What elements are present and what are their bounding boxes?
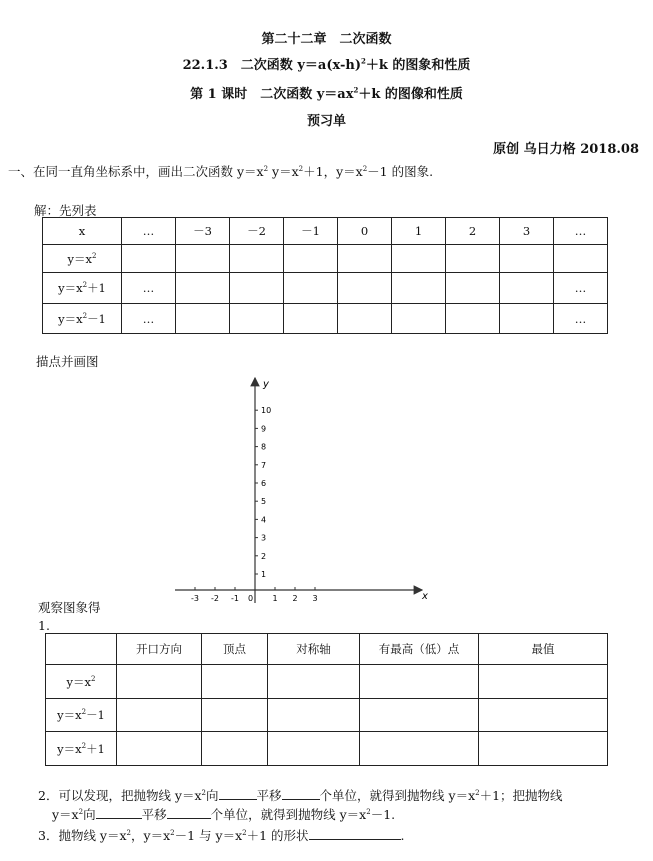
answer-cell[interactable] (479, 699, 608, 732)
value-cell (392, 245, 446, 273)
table-row (43, 304, 608, 334)
plot-intro: 描点并画图 (36, 354, 99, 369)
q2-text: 向 (206, 788, 219, 803)
header-cell: 顶点 (202, 634, 268, 665)
header-cell: x (43, 218, 122, 245)
answer-cell[interactable] (202, 699, 268, 732)
author-line: 原创 乌日力格 2018.08 (493, 142, 639, 157)
observe-intro: 观察图象得 (38, 600, 101, 615)
answer-cell[interactable] (268, 732, 360, 766)
label-b: －1 (86, 708, 105, 722)
label-a: y＝x (66, 674, 91, 689)
exponent: 2 (91, 674, 96, 683)
q3-text: ，y＝x (131, 828, 171, 843)
value-table (42, 217, 608, 334)
exponent: 2 (81, 741, 87, 750)
answer-cell[interactable] (360, 665, 479, 699)
value-cell (338, 304, 392, 334)
row-label (46, 732, 117, 766)
exponent: 2 (361, 56, 366, 66)
value-cell: … (554, 273, 608, 304)
value-cell (446, 273, 500, 304)
label-b: －1 (87, 311, 106, 326)
exponent: 2 (362, 164, 368, 173)
y-tick-label: 3 (261, 533, 267, 543)
answer-cell[interactable] (202, 732, 268, 766)
y-tick-label: 1 (261, 570, 267, 579)
q2-text: ＋1；把抛物线 (479, 788, 563, 803)
q1-part-d: －1 的图象. (367, 164, 434, 179)
question-1 (8, 162, 433, 180)
value-cell (230, 273, 284, 304)
row-label (46, 699, 117, 732)
value-cell (338, 245, 392, 273)
answer-cell[interactable] (268, 699, 360, 732)
header-cell: 3 (500, 218, 554, 245)
row-label (46, 665, 117, 699)
lesson-title (0, 83, 653, 102)
exponent: 2 (81, 708, 87, 717)
exponent: 2 (82, 281, 88, 290)
q2-text: 个单位，就得到抛物线 y＝x (210, 807, 367, 822)
answer-cell[interactable] (117, 699, 202, 732)
label-b: ＋1 (87, 281, 106, 295)
exponent: 2 (78, 807, 84, 816)
header-cell: … (554, 218, 608, 245)
sheet-title: 预习单 (306, 114, 346, 129)
value-cell (230, 304, 284, 334)
q3-text: －1 与 y＝x (174, 828, 243, 843)
answer-cell[interactable] (117, 732, 202, 766)
x-tick-label: 2 (292, 594, 298, 603)
y-tick-label: 7 (261, 460, 267, 470)
label-a: y＝x (58, 311, 83, 326)
q3-text: ＋1 的形状 (246, 828, 309, 843)
section-prefix: 22.1.3 二次函数 y＝a(x-h) (182, 58, 361, 73)
value-cell (500, 245, 554, 273)
header-cell: 有最高（低）点 (360, 634, 479, 665)
exponent: 2 (201, 788, 207, 797)
header-cell: 0 (338, 218, 392, 245)
label-a: y＝x (57, 741, 82, 756)
value-cell (446, 304, 500, 334)
answer-blank[interactable] (309, 827, 401, 840)
question-2-line-2 (52, 805, 395, 823)
table-row (46, 732, 608, 766)
q2-text: 平移 (256, 788, 282, 803)
label-b: ＋1 (86, 741, 105, 756)
row-label (43, 245, 122, 273)
y-tick-label: 10 (261, 406, 272, 416)
table-row (46, 699, 608, 732)
q2-text: 个单位，就得到抛物线 y＝x (319, 788, 476, 803)
value-cell: … (122, 304, 176, 334)
value-cell (338, 273, 392, 304)
answer-cell[interactable] (117, 665, 202, 699)
header-cell: … (122, 218, 176, 245)
q2-text: 2．可以发现，把抛物线 y＝x (38, 788, 202, 803)
q2-text: 向 (83, 807, 96, 822)
question-2-line-1 (38, 786, 563, 804)
row-label (43, 304, 122, 334)
value-cell (122, 245, 176, 273)
y-tick-label: 4 (261, 515, 267, 525)
exponent: 2 (242, 828, 247, 837)
answer-blank[interactable] (96, 806, 142, 819)
section-suffix: ＋k 的图象和性质 (365, 58, 471, 73)
exponent: 2 (366, 807, 371, 816)
y-tick-label: 6 (261, 479, 267, 488)
q1-part-c: ＋1，y＝x (303, 164, 363, 179)
answer-cell[interactable] (202, 665, 268, 699)
q1-part-b: y＝x (268, 164, 299, 179)
x-tick-label: -2 (211, 594, 219, 603)
answer-blank[interactable] (282, 787, 320, 800)
value-cell (392, 273, 446, 304)
x-tick-label: -3 (191, 594, 199, 603)
coordinate-axes (160, 368, 450, 608)
value-cell: … (122, 273, 176, 304)
value-cell (176, 304, 230, 334)
answer-blank[interactable] (167, 806, 211, 819)
section-title (0, 54, 653, 73)
x-axis-label: x (422, 591, 428, 602)
label-a: y＝x (58, 281, 83, 295)
exponent: 2 (92, 251, 97, 260)
table-row (46, 665, 608, 699)
value-cell: … (554, 304, 608, 334)
properties-table (45, 633, 608, 766)
q2-text: y＝x (52, 807, 79, 822)
value-cell (230, 245, 284, 273)
header-cell: 1 (392, 218, 446, 245)
origin-label: 0 (248, 594, 254, 603)
y-tick-label: 2 (261, 551, 267, 561)
q3-text: . (400, 828, 405, 843)
table-row (43, 245, 608, 273)
value-cell (284, 304, 338, 334)
exponent: 2 (263, 164, 269, 173)
y-tick-label: 8 (261, 442, 267, 452)
label-a: y＝x (67, 251, 92, 266)
q3-text: 3．抛物线 y＝x (38, 828, 127, 843)
header-cell: －1 (284, 218, 338, 245)
q1-part-a: 一、在同一直角坐标系中，画出二次函数 y＝x (8, 164, 264, 179)
value-cell (500, 273, 554, 304)
answer-blank[interactable] (219, 787, 257, 800)
value-cell (554, 245, 608, 273)
y-tick-label: 9 (261, 424, 267, 434)
header-cell (46, 634, 117, 665)
exponent: 2 (353, 85, 359, 95)
x-tick-label: -1 (231, 594, 239, 603)
value-cell (284, 273, 338, 304)
table-row (46, 634, 608, 665)
label-a: y＝x (57, 708, 82, 722)
lesson-prefix: 第 1 课时 二次函数 y＝ax (190, 87, 354, 102)
x-tick-label: 1 (272, 594, 278, 603)
value-cell (176, 273, 230, 304)
table-row (43, 218, 608, 245)
row-label (43, 273, 122, 304)
value-cell (284, 245, 338, 273)
lesson-suffix: ＋k 的图像和性质 (358, 87, 463, 102)
exponent: 2 (170, 828, 175, 837)
answer-cell[interactable] (479, 665, 608, 699)
exponent: 2 (126, 828, 132, 837)
exponent: 2 (475, 788, 480, 797)
header-cell: 最值 (479, 634, 608, 665)
value-cell (176, 245, 230, 273)
header-cell: －2 (230, 218, 284, 245)
value-cell (392, 304, 446, 334)
chapter-title: 第二十二章 二次函数 (261, 32, 392, 47)
header-cell: 2 (446, 218, 500, 245)
y-tick-label: 5 (261, 497, 267, 507)
answer-cell[interactable] (360, 699, 479, 732)
value-cell (446, 245, 500, 273)
answer-cell[interactable] (360, 732, 479, 766)
table-row (43, 273, 608, 304)
exponent: 2 (298, 164, 304, 173)
table1-intro: 解：先列表 (34, 203, 97, 218)
answer-cell[interactable] (268, 665, 360, 699)
header-cell: －3 (176, 218, 230, 245)
header-cell: 对称轴 (268, 634, 360, 665)
observe-item-1: 1. (38, 618, 50, 633)
q2-text: 平移 (141, 807, 167, 822)
answer-cell[interactable] (479, 732, 608, 766)
question-3 (38, 826, 405, 844)
y-axis-label: y (263, 379, 269, 390)
value-cell (500, 304, 554, 334)
x-tick-label: 3 (312, 594, 318, 603)
q2-text: －1. (370, 807, 396, 822)
exponent: 2 (82, 311, 88, 320)
header-cell: 开口方向 (117, 634, 202, 665)
